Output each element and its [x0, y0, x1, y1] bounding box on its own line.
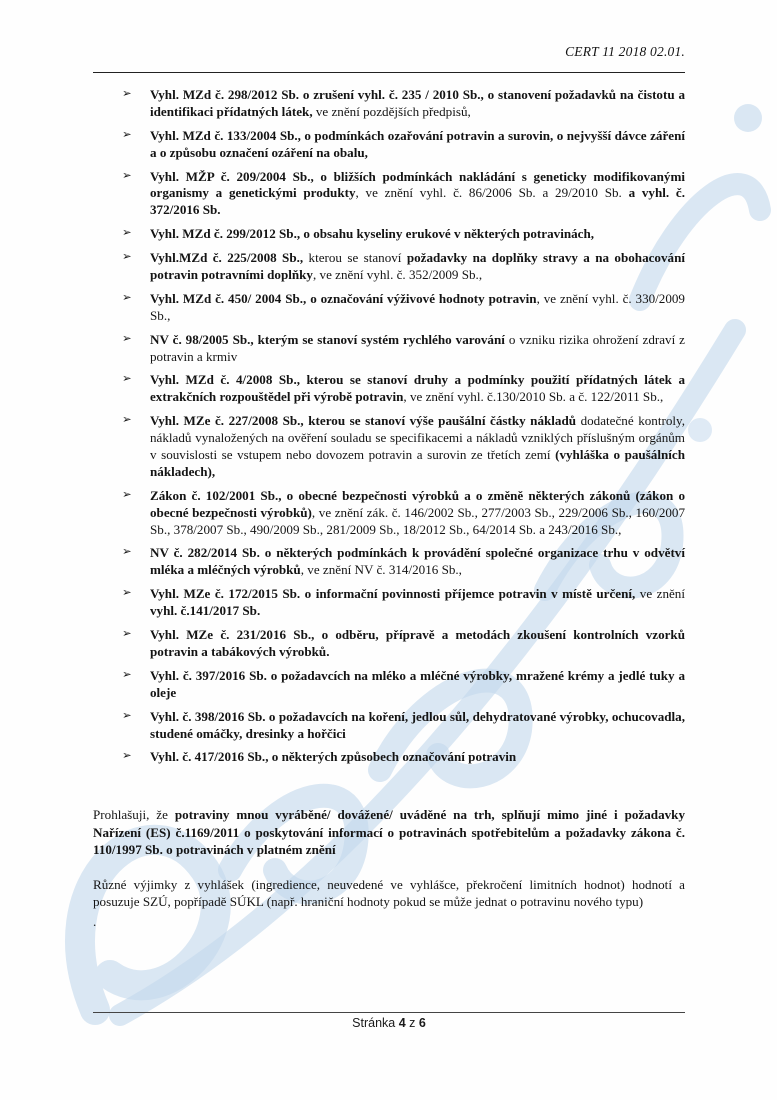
- list-item: [93, 291, 685, 325]
- item-text-bold: Vyhl. MZe č. 227/2008 Sb., kterou se stanoví výše paušální částky nákladů: [150, 413, 577, 429]
- page-content: [93, 0, 685, 930]
- item-text-bold: Vyhl. MZe č. 172/2015 Sb. o informační povinnosti příjemce potravin v místě určení,: [150, 586, 636, 602]
- item-text-bold: a vyhl. č. 372/2016 Sb.: [150, 185, 685, 218]
- trailing-dot: .: [93, 913, 97, 929]
- item-text: , ve znění vyhl. č. 352/2009 Sb.,: [312, 267, 483, 283]
- exceptions-paragraph: Různé výjimky z vyhlášek (ingredience, neuvedené ve vyhlášce, překročení limitních hodnot) hodnotí a posuzuje SZÚ, popřípadě SÚKL (např. hraniční hodnoty pokud se může jednat o potravinu nového typu): [93, 877, 685, 910]
- bullet-arrow-icon: ➢: [122, 126, 132, 141]
- item-text-bold: Vyhl. MZd č. 299/2012 Sb., o obsahu kyseliny erukové v některých potravinách,: [150, 226, 595, 242]
- item-text: kterou se stanoví: [303, 250, 407, 266]
- item-text: , ve znění zák. č. 146/2002 Sb., 277/2003 Sb., 229/2006 Sb., 160/2007 Sb., 378/2007 Sb., 490/2009 Sb., 281/2009 Sb., 18/2012 Sb., 64/2014 Sb. a 243/2016 Sb.,: [150, 504, 686, 537]
- list-item: [93, 226, 685, 243]
- list-item: [93, 627, 685, 661]
- bullet-arrow-icon: ➢: [122, 249, 132, 264]
- bullet-arrow-icon: ➢: [122, 626, 132, 641]
- page-label-separator: z: [405, 1016, 419, 1030]
- page-number-label: [93, 1016, 685, 1030]
- item-text-bold: Zákon č. 102/2001 Sb., o obecné bezpečnosti výrobků a o změně některých zákonů (zákon o obecné bezpečnosti výrobků): [150, 487, 685, 520]
- list-item: [93, 668, 685, 702]
- item-text-bold: Vyhl. MZd č. 4/2008 Sb., kterou se stanoví druhy a podmínky použití přídatných látek a extrakčních rozpouštědel při výrobě potravin: [150, 372, 685, 405]
- regulation-list: [93, 87, 685, 766]
- bullet-arrow-icon: ➢: [122, 289, 132, 304]
- item-text: dodatečné kontroly, nákladů vynaložených na ověření souladu se specifikacemi a nákladů vzniklých příslušným orgánům v souvislosti se vstupem nebo dovozem potravin a surovin ze třetích zemí: [150, 413, 685, 463]
- item-text-bold: NV č. 98/2005 Sb., kterým se stanoví systém rychlého varování: [150, 331, 505, 347]
- item-text-bold: Vyhl. MZe č. 231/2016 Sb., o odběru, přípravě a metodách zkoušení kontrolních vzorků potravin a tabákových výrobků.: [150, 627, 685, 659]
- declaration-bold: potraviny mnou vyráběné/ dovážené/ uváděné na trh, splňují mimo jiné i požadavky Nařízení (ES) č.1169/2011 o poskytování informací o potravinách spotřebitelům a požadavky zákona č. 110/1997 Sb. o potravinách v platném znění: [93, 807, 685, 857]
- item-text-bold: Vyhl. č. 397/2016 Sb. o požadavcích na mléko a mléčné výrobky, mražené krémy a jedlé tuky a oleje: [150, 667, 685, 700]
- bullet-arrow-icon: ➢: [122, 585, 132, 600]
- bullet-arrow-icon: ➢: [122, 225, 132, 240]
- item-text: ve znění pozdějších předpisů,: [312, 103, 471, 119]
- item-text: , ve znění vyhl. č. 86/2006 Sb. a 29/2010 Sb.: [355, 185, 629, 201]
- list-item: [93, 586, 685, 620]
- list-item: [93, 545, 685, 579]
- bullet-arrow-icon: ➢: [122, 330, 132, 345]
- item-text-bold: Vyhl. č. 398/2016 Sb. o požadavcích na koření, jedlou sůl, dehydratované výrobky, ochucovadla, studené omáčky, dresinky a hořčici: [150, 708, 685, 741]
- item-text-bold: (vyhláška o paušálních nákladech),: [150, 447, 685, 479]
- list-item: [93, 169, 685, 220]
- bullet-arrow-icon: ➢: [122, 707, 132, 722]
- item-text: , ve znění vyhl. č. 330/2009 Sb.,: [150, 290, 685, 323]
- list-item: [93, 87, 685, 121]
- bullet-arrow-icon: ➢: [122, 86, 132, 100]
- header-rule: [93, 72, 685, 73]
- bullet-arrow-icon: ➢: [122, 371, 132, 386]
- list-item: [93, 250, 685, 284]
- item-text: ve znění: [635, 586, 685, 602]
- item-text: , ve znění NV č. 314/2016 Sb.,: [300, 562, 462, 578]
- list-item: [93, 488, 685, 539]
- list-item: [93, 413, 685, 481]
- list-item: [93, 332, 685, 366]
- item-text-bold: Vyhl. MŽP č. 209/2004 Sb., o bližších podmínkách nakládání s geneticky modifikovanými organismy a genetickými produkty: [150, 168, 685, 201]
- declaration-paragraph: [93, 806, 685, 858]
- footer-rule: [93, 1012, 685, 1013]
- item-text: o vzniku rizika ohrožení zdraví z potravin a krmiv: [150, 331, 685, 364]
- declaration-intro: Prohlašuji, že: [93, 807, 175, 823]
- item-text: , ve znění vyhl. č.130/2010 Sb. a č. 122/2011 Sb.,: [403, 389, 664, 405]
- bullet-arrow-icon: ➢: [122, 544, 132, 559]
- item-text-bold: Vyhl. MZd č. 298/2012 Sb. o zrušení vyhl. č. 235 / 2010 Sb., o stanovení požadavků na čistotu a identifikaci přídatných látek,: [150, 87, 685, 119]
- page-label-prefix: Stránka: [352, 1016, 399, 1030]
- item-text-bold: Vyhl. č. 417/2016 Sb., o některých způsobech označování potravin: [150, 749, 517, 765]
- list-item: [93, 709, 685, 743]
- item-text-bold: Vyhl. MZd č. 133/2004 Sb., o podmínkách ozařování potravin a surovin, o nejvyšší dávce záření a o způsobu označení ozáření na obalu,: [150, 127, 685, 160]
- item-text-bold: vyhl. č.141/2017 Sb.: [150, 603, 261, 619]
- item-text-bold: Vyhl. MZd č. 450/ 2004 Sb., o označování výživové hodnoty potravin: [150, 290, 537, 306]
- bullet-arrow-icon: ➢: [122, 486, 132, 501]
- page-number: 4: [398, 1016, 406, 1030]
- document-code: CERT 11 2018 02.01.: [565, 44, 685, 59]
- item-text-bold: NV č. 282/2014 Sb. o některých podmínkách k provádění společné organizace trhu v odvětví mléka a mléčných výrobků: [150, 545, 685, 578]
- item-text-bold: požadavky na doplňky stravy a na obohacování potravin potravními doplňky: [150, 250, 685, 283]
- list-item: [93, 372, 685, 406]
- item-text-bold: Vyhl.MZd č. 225/2008 Sb.,: [150, 250, 304, 266]
- total-pages: 6: [418, 1016, 426, 1030]
- bullet-arrow-icon: ➢: [122, 167, 132, 182]
- bullet-arrow-icon: ➢: [122, 748, 132, 763]
- page-footer: [93, 1012, 685, 1030]
- bullet-arrow-icon: ➢: [122, 412, 132, 427]
- bullet-arrow-icon: ➢: [122, 666, 132, 681]
- list-item: [93, 749, 685, 766]
- list-item: [93, 128, 685, 162]
